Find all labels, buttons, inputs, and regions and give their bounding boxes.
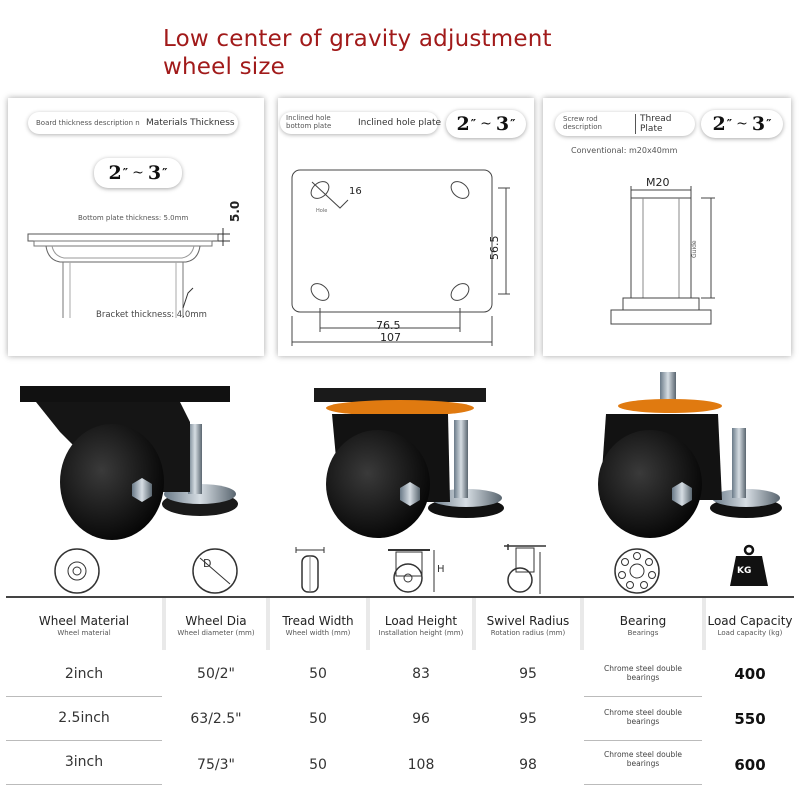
- cell-material: 2inch: [64, 666, 104, 682]
- cell-material: 2.5inch: [58, 710, 110, 726]
- caster-photos: [0, 372, 800, 542]
- size-to: 3: [495, 113, 510, 135]
- caster-fixed-photo: [20, 386, 238, 540]
- bearing-icon: [612, 546, 662, 596]
- conventional-size: Conventional: m20x40mm: [571, 146, 678, 155]
- cell-bearing: Chrome steel double bearings: [604, 708, 682, 726]
- inclined-hole-plate-label: Inclined hole plate: [358, 118, 442, 128]
- size-range-pill: 2 ″ ~ 3 ″: [446, 110, 526, 138]
- header-wheel-dia: Wheel Dia Wheel diameter (mm): [166, 598, 266, 650]
- cell-width: 50: [309, 757, 327, 773]
- height-letter: H: [437, 564, 445, 575]
- header-load-height: Load Height Installation height (mm): [370, 598, 472, 650]
- header-bearing: Bearing Bearings: [584, 598, 702, 650]
- cell-height: 96: [412, 711, 430, 727]
- header-wheel-material: Wheel Material Wheel material: [6, 598, 162, 650]
- size-sep: ~: [132, 165, 144, 181]
- weight-label: KG: [737, 566, 752, 576]
- cell-radius: 95: [519, 666, 537, 682]
- screw-rod-label: Screw rod description: [563, 115, 602, 131]
- header-load-capacity: Load Capacity Load capacity (kg): [706, 598, 794, 650]
- wheel-diameter-icon: [190, 546, 240, 596]
- cell-height: 108: [407, 757, 435, 773]
- bracket-thickness: Bracket thickness: 4.0mm: [96, 310, 207, 320]
- hole-note: Hole: [316, 208, 328, 214]
- hole-dimension: 16: [349, 186, 362, 197]
- cell-width: 50: [309, 711, 327, 727]
- panel-thread-plate: [543, 98, 791, 356]
- cell-dia: 63/2.5": [190, 711, 242, 727]
- size-from: 2: [712, 113, 726, 135]
- board-thickness-label: Board thickness description n: [36, 119, 140, 127]
- header-swivel-radius: Swivel Radius Rotation radius (mm): [476, 598, 580, 650]
- bottom-plate-thickness: Bottom plate thickness: 5.0mm: [78, 214, 189, 222]
- inner-width-dimension: 76.5: [376, 319, 401, 332]
- diameter-letter: D: [203, 557, 212, 570]
- page-title: Low center of gravity adjustment: [163, 26, 552, 52]
- caster-inclined-photo: [314, 388, 504, 538]
- cell-dia: 75/3": [197, 757, 235, 773]
- cell-radius: 95: [519, 711, 537, 727]
- panel-materials-thickness: [8, 98, 264, 356]
- wheel-material-icon: [52, 546, 102, 596]
- cell-load: 600: [734, 756, 766, 774]
- cell-dia: 50/2": [197, 666, 235, 682]
- guide-dimension: Guide: [691, 240, 698, 258]
- cell-radius: 98: [519, 757, 537, 773]
- size-to: 3: [147, 162, 162, 184]
- size-from: 2: [108, 162, 122, 184]
- size-range-pill: 2 ″ ~ 3 ″: [94, 158, 182, 188]
- panel-inclined-hole-plate: [278, 98, 534, 356]
- cell-bearing: Chrome steel double bearings: [604, 664, 682, 682]
- materials-thickness-label: Materials Thickness: [146, 118, 235, 128]
- size-range-pill: 2 ″ ~ 3 ″: [701, 110, 783, 138]
- height-dimension: 56.5: [488, 235, 501, 260]
- table-header: [6, 596, 794, 650]
- size-from: 2: [456, 113, 470, 135]
- thread-dimension: M20: [646, 176, 670, 189]
- caster-thread-photo: [598, 372, 782, 538]
- cell-load: 550: [734, 710, 766, 728]
- load-height-icon: [384, 546, 444, 596]
- size-sep: ~: [480, 116, 492, 132]
- outer-width-dimension: 107: [380, 331, 401, 344]
- cell-material: 3inch: [64, 754, 104, 770]
- plate-dimension: 5.0: [228, 200, 242, 222]
- thread-plate-label: Thread Plate: [640, 114, 672, 134]
- swivel-radius-icon: [500, 542, 550, 598]
- cell-load: 400: [734, 665, 766, 683]
- size-to: 3: [751, 113, 766, 135]
- size-sep: ~: [736, 116, 748, 132]
- cell-width: 50: [309, 666, 327, 682]
- inclined-hole-label: Inclined hole bottom plate: [286, 114, 332, 130]
- cell-height: 83: [412, 666, 430, 682]
- screw-drawing: [543, 168, 791, 338]
- header-tread-width: Tread Width Wheel width (mm): [270, 598, 366, 650]
- cell-bearing: Chrome steel double bearings: [604, 750, 682, 768]
- spec-table: [6, 596, 794, 796]
- page-subtitle: wheel size: [163, 54, 285, 80]
- tread-width-icon: [290, 546, 330, 596]
